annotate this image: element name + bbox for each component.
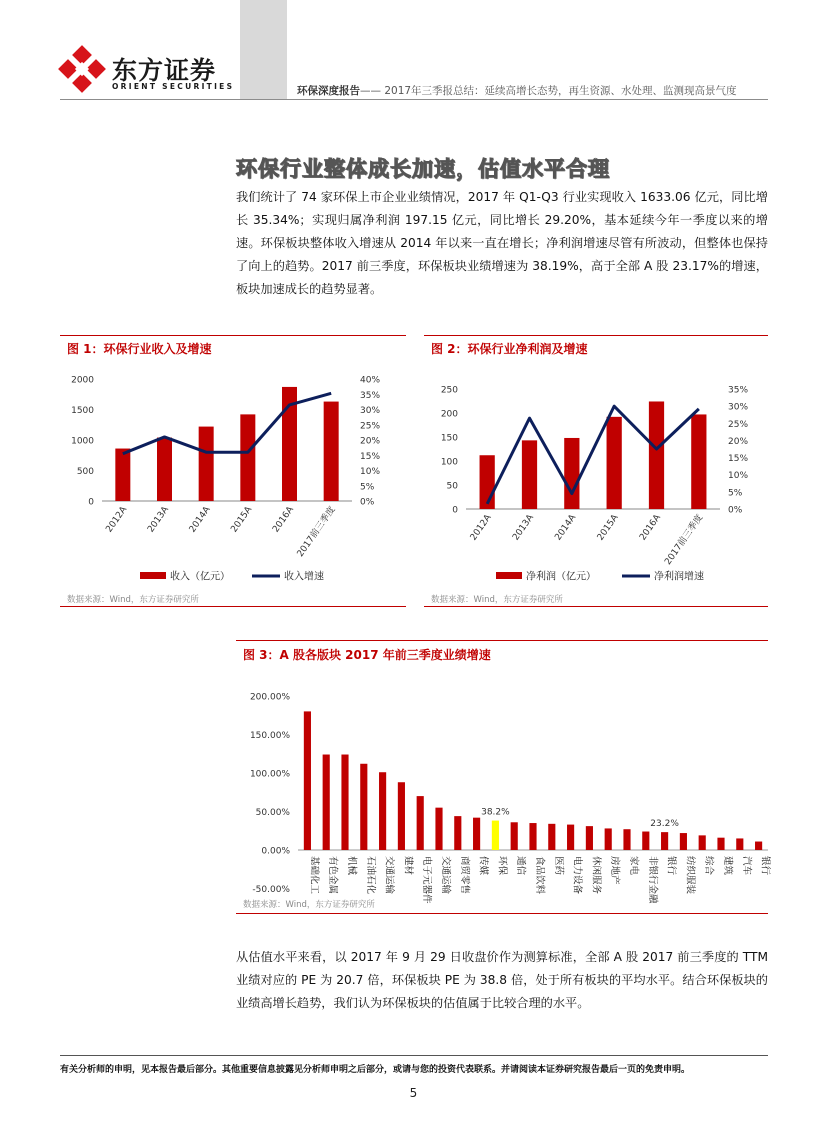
category-label: 通信 xyxy=(515,856,527,876)
right-tick-label: 30% xyxy=(360,406,381,416)
paragraph-1: 我们统计了 74 家环保上市企业业绩情况，2017 年 Q1-Q3 行业实现收入 1633.06 亿元，同比增长 35.34%；实现归属净利润 197.15 亿元，同比增长 29.20%，基本延续今年一季度以来的增速。环保板块整体收入增速从 2014 年以来一直在增长；净利润增速尽管有所波动，但整体也保持了向上的趋势。2017 前三季度，环保板块业绩增速为 38.19%，高于全部 A 股 23.17%的增速，板块加速成长的趋势显著。 xyxy=(236,190,768,296)
orient-logo-icon xyxy=(60,47,104,91)
y-tick-label: 100.00% xyxy=(249,769,290,780)
category-label: 2014A xyxy=(553,512,579,543)
legend-bar-label: 净利润（亿元） xyxy=(526,571,596,583)
bar xyxy=(492,821,499,850)
right-tick-label: 30% xyxy=(728,402,749,413)
figure2-source: 数据来源：Wind，东方证券研究所 xyxy=(431,595,563,605)
legend-bar-swatch xyxy=(496,572,522,579)
y-tick-label: -50.00% xyxy=(252,885,290,895)
footer-disclaimer: 有关分析师的申明，见本报告最后部分。其他重要信息披露见分析师申明之后部分，或请与您的投资代表联系。并请阅读本证券研究报告最后一页的免责申明。 xyxy=(60,1065,691,1075)
left-tick-label: 1500 xyxy=(71,406,94,416)
header-rule xyxy=(60,99,768,100)
legend-line-label: 净利润增速 xyxy=(654,571,704,583)
bar xyxy=(435,808,442,850)
left-tick-label: 0 xyxy=(88,497,94,508)
category-label: 银行 xyxy=(665,856,677,876)
category-label: 房地产 xyxy=(609,856,621,885)
right-tick-label: 15% xyxy=(728,454,749,465)
category-label: 银行 xyxy=(759,856,771,876)
right-tick-label: 25% xyxy=(360,421,381,432)
bar xyxy=(398,782,405,850)
category-label: 2015A xyxy=(229,504,255,535)
bar xyxy=(567,825,574,850)
legend-bar-swatch xyxy=(140,572,166,579)
bar xyxy=(454,816,461,850)
bar xyxy=(605,828,612,850)
figure3-source: 数据来源：Wind，东方证券研究所 xyxy=(243,900,375,910)
left-tick-label: 2000 xyxy=(71,375,94,386)
left-tick-label: 0 xyxy=(452,505,458,516)
section-title: 环保行业整体成长加速，估值水平合理 xyxy=(236,157,610,181)
bar xyxy=(717,838,724,850)
bar xyxy=(642,832,649,850)
bar xyxy=(199,427,214,501)
right-tick-label: 35% xyxy=(360,390,381,401)
figure3-bottom-rule xyxy=(236,913,768,914)
right-tick-label: 10% xyxy=(728,471,749,482)
legend-bar-label: 收入（亿元） xyxy=(170,571,230,583)
right-tick-label: 0% xyxy=(360,497,375,508)
brand-name-en: ORIENT SECURITIES xyxy=(112,82,235,91)
category-label: 基础化工 xyxy=(308,856,320,895)
right-tick-label: 5% xyxy=(728,488,743,499)
figure1-bottom-rule xyxy=(60,606,406,607)
category-label: 石油石化 xyxy=(364,856,376,895)
right-tick-label: 35% xyxy=(728,385,749,396)
bar xyxy=(736,838,743,850)
y-tick-label: 0.00% xyxy=(261,846,290,857)
category-label: 传媒 xyxy=(477,856,489,876)
bar xyxy=(755,842,762,850)
growth-line xyxy=(487,406,699,504)
right-tick-label: 15% xyxy=(360,451,381,462)
bar xyxy=(240,414,255,501)
category-label: 2013A xyxy=(511,512,536,543)
bar xyxy=(522,440,537,509)
right-tick-label: 10% xyxy=(360,467,381,477)
paragraph-2: 从估值水平来看，以 2017 年 9 月 29 日收盘价作为测算标准，全部 A 股 2017 前三季度的 TTM 业绩对应的 PE 为 20.7 倍，环保板块 PE 为 38.8 倍，处于所有板块的平均水平。结合环保板块的业绩高增长趋势，我们认为环保板块的估值属于比较合理的水平。 xyxy=(236,950,768,1010)
figure1-chart xyxy=(60,362,406,592)
category-label: 综合 xyxy=(703,856,715,876)
category-label: 非银行金融 xyxy=(646,856,658,904)
category-label: 医药 xyxy=(552,856,564,876)
bar xyxy=(699,835,706,850)
right-tick-label: 25% xyxy=(728,419,749,430)
y-tick-label: 200.00% xyxy=(249,692,290,703)
category-label: 2017前三季度 xyxy=(295,504,338,559)
bar xyxy=(548,824,555,850)
left-tick-label: 50 xyxy=(446,481,458,492)
left-tick-label: 100 xyxy=(440,457,458,468)
y-tick-label: 50.00% xyxy=(255,808,290,818)
category-label: 环保 xyxy=(496,856,508,876)
left-tick-label: 250 xyxy=(440,385,458,396)
data-label: 23.2% xyxy=(650,819,679,830)
bar xyxy=(529,823,536,850)
right-tick-label: 40% xyxy=(360,375,381,386)
left-tick-label: 200 xyxy=(440,409,458,420)
bar xyxy=(661,832,668,850)
category-label: 2014A xyxy=(187,504,213,535)
figure1-source: 数据来源：Wind，东方证券研究所 xyxy=(67,595,199,605)
category-label: 电力设备 xyxy=(571,856,583,895)
bar xyxy=(564,438,579,509)
bar xyxy=(417,796,424,850)
category-label: 2016A xyxy=(271,504,296,535)
report-type: 环保深度报告 xyxy=(297,85,360,97)
category-label: 2017前三季度 xyxy=(663,512,706,567)
category-label: 食品饮料 xyxy=(534,856,545,895)
category-label: 电子元器件 xyxy=(421,856,433,904)
category-label: 有色金属 xyxy=(327,856,339,895)
growth-line xyxy=(123,393,331,453)
bar xyxy=(360,764,367,850)
brand-name-cn: 东方证券 xyxy=(112,56,217,85)
figure2-bottom-rule xyxy=(424,606,768,607)
bar xyxy=(586,826,593,850)
bar xyxy=(473,818,480,850)
bar xyxy=(607,417,622,509)
category-label: 交通运输 xyxy=(383,856,395,895)
category-label: 家电 xyxy=(628,856,639,876)
category-label: 建筑 xyxy=(722,856,733,876)
bar xyxy=(379,772,386,850)
bar xyxy=(691,414,706,509)
figure1-title: 图 1：环保行业收入及增速 xyxy=(67,342,212,356)
left-tick-label: 1000 xyxy=(71,436,94,447)
data-label: 38.2% xyxy=(481,807,510,818)
right-tick-label: 20% xyxy=(728,436,749,447)
bar xyxy=(304,711,311,850)
category-label: 建材 xyxy=(402,856,414,876)
category-label: 机械 xyxy=(346,856,357,876)
bar xyxy=(115,449,130,501)
category-label: 汽车 xyxy=(740,856,752,876)
figure3-top-rule xyxy=(236,640,768,641)
category-label: 2012A xyxy=(104,504,130,535)
category-label: 商贸零售 xyxy=(458,856,470,895)
right-tick-label: 5% xyxy=(360,482,375,493)
category-label: 交通运输 xyxy=(440,856,451,895)
category-label: 2013A xyxy=(146,504,171,535)
category-label: 纺织服装 xyxy=(684,856,696,895)
bar xyxy=(680,833,687,850)
figure1-top-rule xyxy=(60,335,406,336)
report-subtitle: —— 2017年三季报总结：延续高增长态势，再生资源、水处理、监测现高景气度 xyxy=(360,85,737,97)
right-tick-label: 0% xyxy=(728,505,743,516)
bar xyxy=(623,829,630,850)
bar xyxy=(323,755,330,850)
bar xyxy=(511,822,518,850)
page-number: 5 xyxy=(409,1086,418,1100)
category-label: 休闲服务 xyxy=(590,856,602,895)
bar xyxy=(157,438,172,501)
figure2-top-rule xyxy=(424,335,768,336)
bar xyxy=(341,755,348,850)
figure2-title: 图 2：环保行业净利润及增速 xyxy=(431,342,588,356)
left-tick-label: 500 xyxy=(76,467,94,477)
running-head xyxy=(297,83,737,98)
bar xyxy=(649,401,664,509)
header-gray-block xyxy=(240,0,287,99)
category-label: 2015A xyxy=(595,512,621,543)
category-label: 2012A xyxy=(468,512,494,543)
figure3-title: 图 3：A 股各版块 2017 年前三季度业绩增速 xyxy=(243,648,491,662)
y-tick-label: 150.00% xyxy=(249,731,290,741)
right-tick-label: 20% xyxy=(360,436,381,447)
figure3-chart xyxy=(236,672,771,904)
footer-rule xyxy=(60,1055,768,1056)
left-tick-label: 150 xyxy=(440,433,458,444)
legend-line-label: 收入增速 xyxy=(284,571,324,583)
category-label: 2016A xyxy=(638,512,663,543)
bar xyxy=(324,402,339,501)
figure2-chart xyxy=(424,362,768,592)
